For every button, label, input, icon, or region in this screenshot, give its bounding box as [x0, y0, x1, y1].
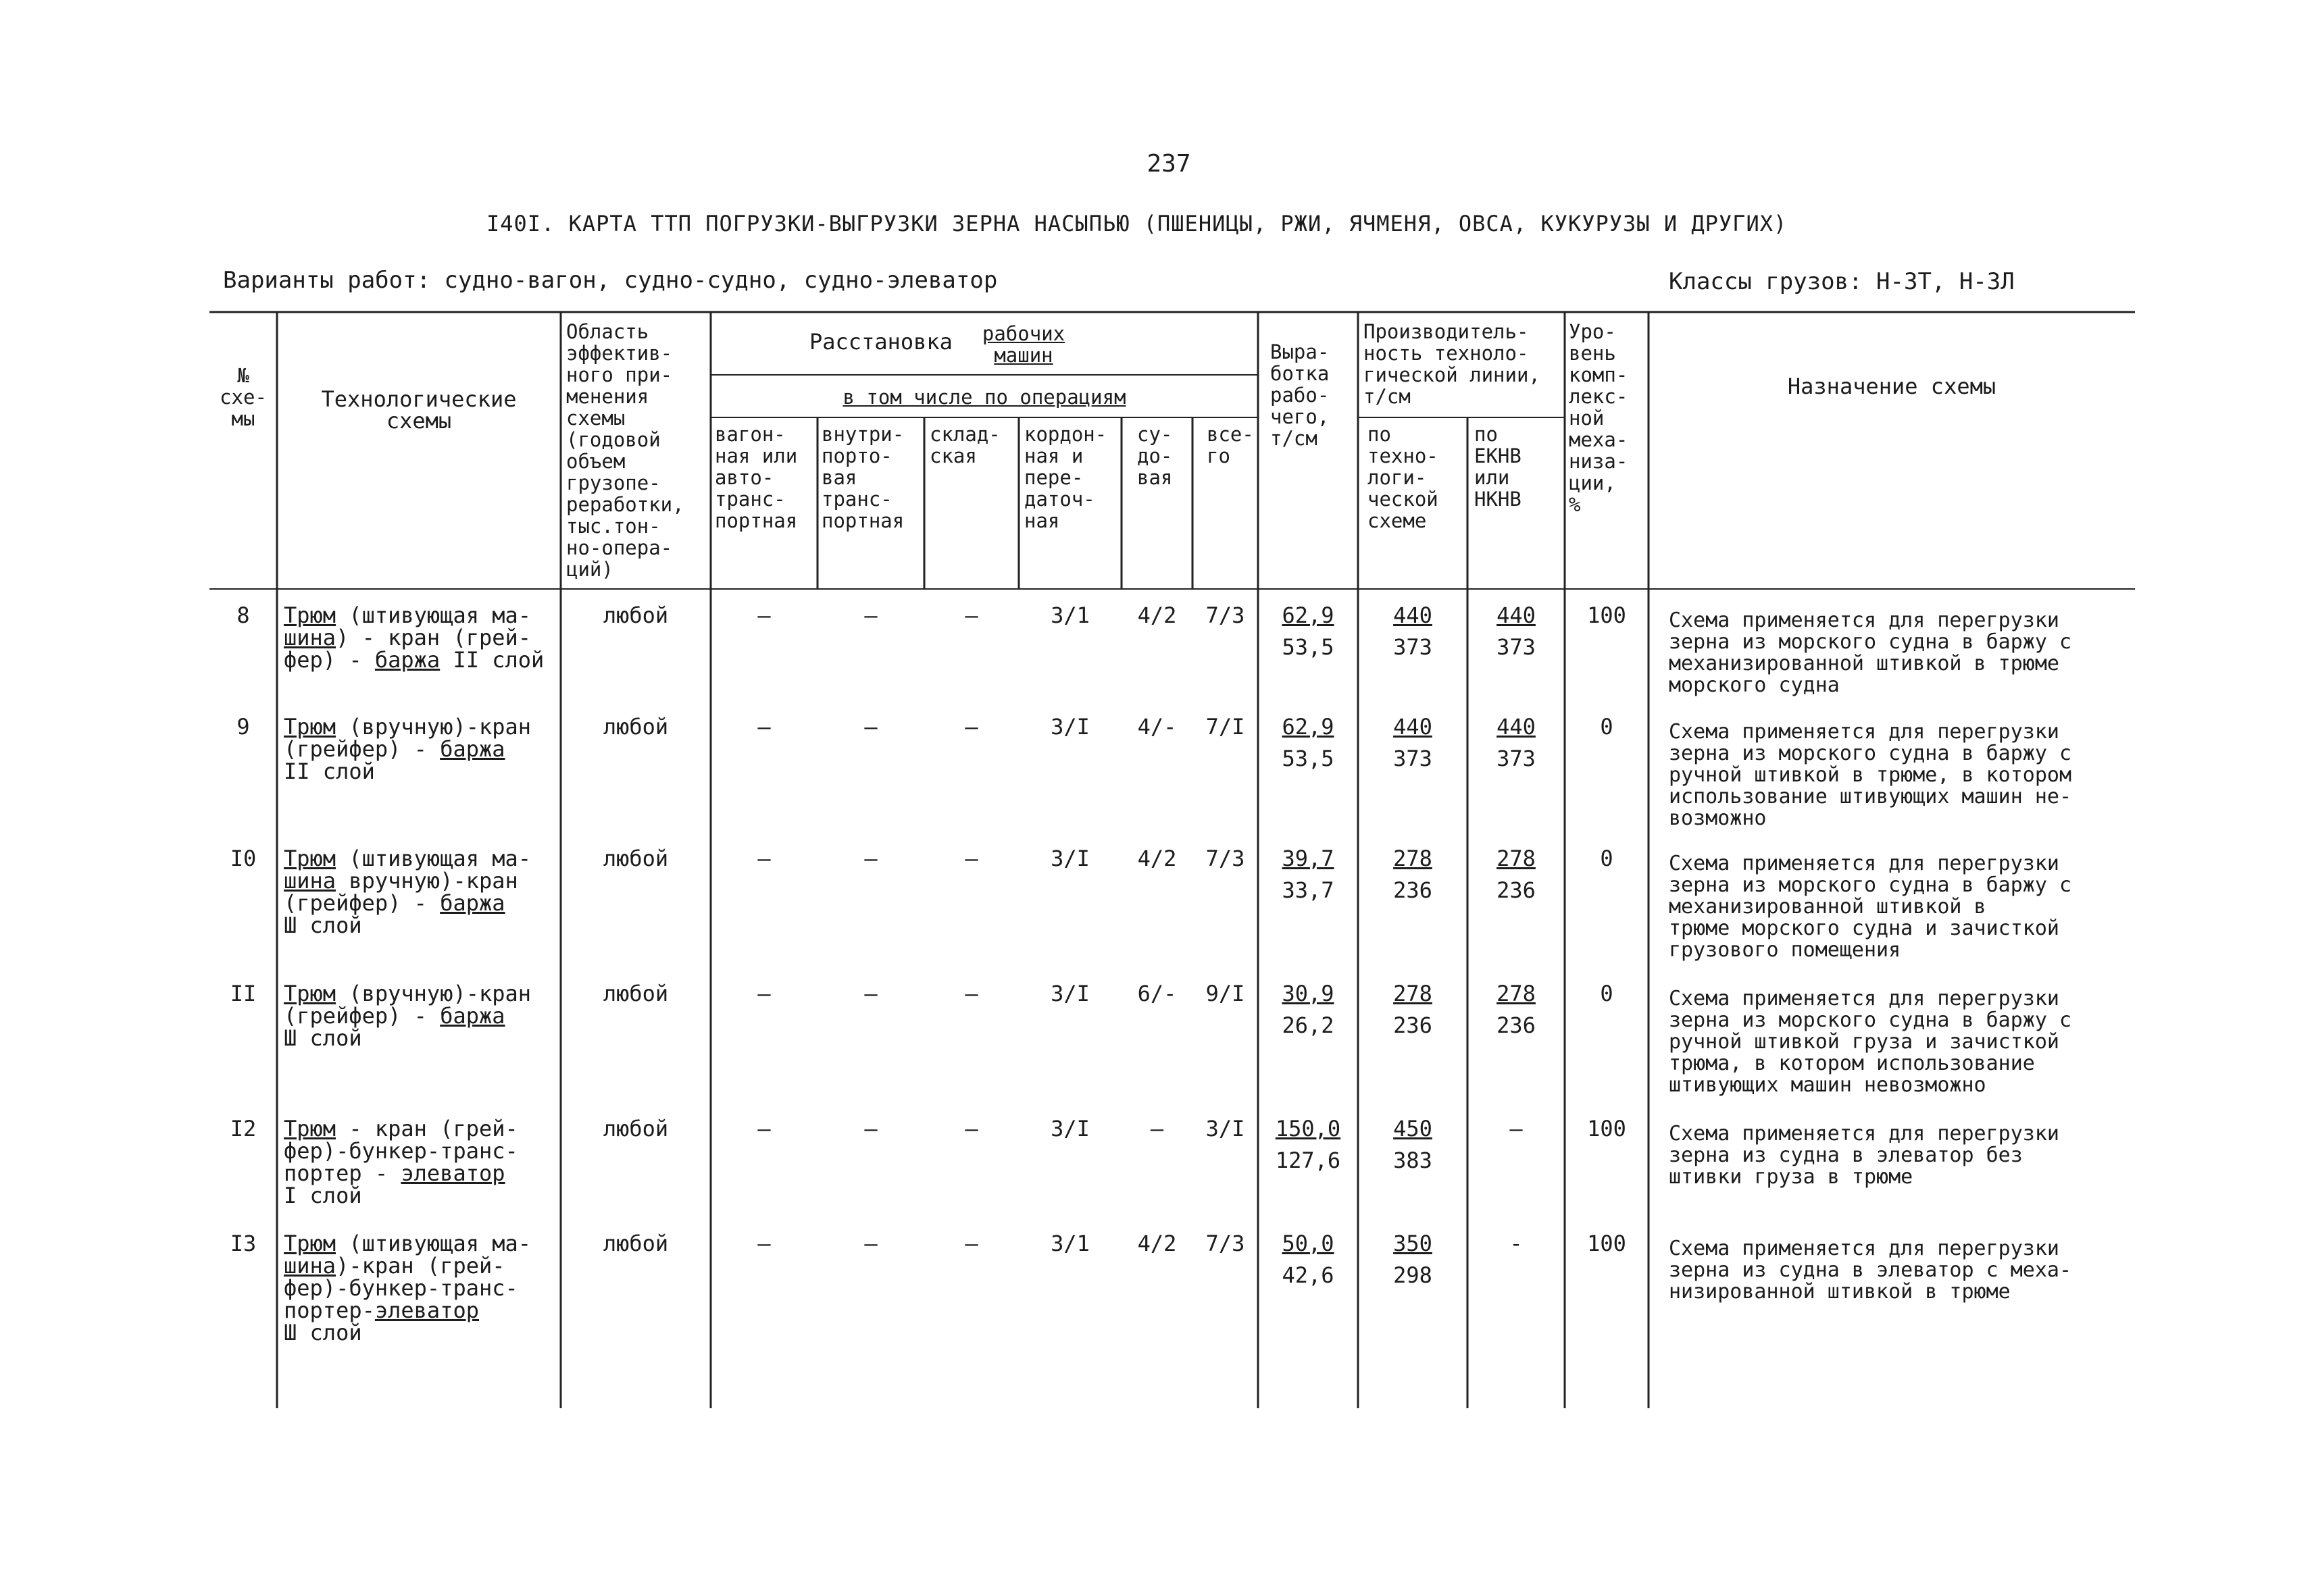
mechanization-level: 0	[1600, 714, 1613, 740]
worker-output-numerator: 30,9	[1282, 981, 1334, 1006]
tech-scheme-part: Трюм	[284, 602, 336, 628]
worker-output	[1258, 716, 1358, 770]
scheme-purpose: Схема применяется для перегрузки зерна из судна в элеватор без штивки груза в трюме	[1669, 1122, 2059, 1189]
productivity-by-norms-denominator: 373	[1496, 634, 1536, 660]
productivity-by-norms-numerator: 278	[1496, 981, 1536, 1006]
productivity-by-norms	[1467, 716, 1565, 770]
worker-output-numerator: 150,0	[1275, 1116, 1341, 1141]
mechanization-level: 100	[1587, 1231, 1626, 1256]
tech-scheme-part: (штивующая ма-	[349, 846, 532, 871]
productivity-by-scheme	[1358, 604, 1467, 659]
productivity-by-norms	[1467, 983, 1565, 1037]
tech-scheme-part: баржа	[374, 647, 441, 673]
cargo-classes: Классы грузов: Н-ЗТ, Н-ЗЛ	[1669, 268, 2015, 295]
storage-machines: –	[965, 846, 978, 871]
productivity-by-norms-denominator: 373	[1496, 746, 1536, 771]
productivity-by-scheme-numerator: 278	[1393, 981, 1432, 1006]
storage-machines: –	[965, 981, 978, 1006]
productivity-by-norms: -	[1509, 1231, 1523, 1256]
tech-scheme-part: II слой	[440, 647, 545, 673]
cordon-machines: 3/1	[1051, 602, 1090, 628]
productivity-by-scheme	[1358, 716, 1467, 770]
tech-scheme	[284, 604, 557, 671]
header-wagon: вагон- ная или авто- транс- портная	[715, 423, 798, 532]
header-scheme-number: № схе- мы	[220, 364, 267, 430]
scheme-number: II	[230, 981, 257, 1006]
header-mechanization-level: Уро- вень комп- лекс- ной меха- низа- ции, %	[1569, 320, 1628, 516]
cordon-machines: 3/I	[1051, 714, 1090, 740]
storage-machines: –	[965, 1231, 978, 1256]
header-cordon: кордон- ная и пере- даточ- ная	[1024, 423, 1107, 532]
worker-output-denominator: 53,5	[1282, 634, 1334, 660]
document-title: I40I. КАРТА ТТП ПОГРУЗКИ-ВЫГРУЗКИ ЗЕРНА НАСЫПЬЮ (ПШЕНИЦЫ, РЖИ, ЯЧМЕНЯ, ОВСА, КУКУРУЗЫ И ДРУГИХ)	[486, 211, 1788, 236]
productivity-by-scheme-numerator: 450	[1393, 1116, 1432, 1141]
worker-output-denominator: 42,6	[1282, 1262, 1334, 1288]
work-variants: Варианты работ: судно-вагон, судно-судно, судно-элеватор	[223, 267, 998, 294]
header-storage: склад- ская	[930, 423, 1001, 467]
productivity-by-scheme-denominator: 236	[1393, 1012, 1432, 1038]
application-area: любой	[603, 714, 669, 740]
tech-scheme-part: Трюм	[284, 714, 336, 740]
total-machines: 7/3	[1205, 602, 1245, 628]
productivity-by-scheme	[1358, 848, 1467, 902]
tech-scheme-part: баржа	[440, 736, 505, 762]
header-purpose: Назначение схемы	[1787, 374, 1996, 399]
mechanization-level: 0	[1600, 981, 1613, 1006]
worker-output-denominator: 53,5	[1282, 746, 1334, 771]
ship-machines: 6/-	[1137, 981, 1177, 1006]
tech-scheme-part: шина	[284, 868, 336, 894]
productivity-by-scheme	[1358, 1118, 1467, 1172]
worker-output	[1258, 848, 1358, 902]
header-productivity: Производитель- ность техноло- гической линии, т/см	[1363, 320, 1540, 408]
tech-scheme-part: шина	[284, 1253, 336, 1279]
wagon-machines: –	[757, 981, 771, 1006]
scheme-purpose: Схема применяется для перегрузки зерна из морского судна в баржу с механизированной штивкой в трюме морского судна	[1669, 609, 2072, 697]
tech-scheme-part: (вручную)-кран (грейфер) -	[284, 981, 532, 1029]
header-tech-schemes: Технологические схемы	[321, 386, 517, 434]
cordon-machines: 3/I	[1051, 981, 1090, 1006]
tech-scheme-part: Трюм	[284, 1231, 336, 1256]
productivity-by-norms-denominator: 236	[1496, 1012, 1536, 1038]
application-area: любой	[603, 602, 669, 628]
productivity-by-scheme	[1358, 983, 1467, 1037]
internal-machines: –	[864, 981, 878, 1006]
application-area: любой	[603, 1231, 669, 1256]
header-by-tech-scheme: по техно- логи- ческой схеме	[1367, 423, 1438, 532]
productivity-by-scheme-denominator: 298	[1393, 1262, 1432, 1288]
tech-scheme-part: I слой	[284, 1183, 362, 1208]
productivity-by-scheme-denominator: 373	[1393, 746, 1432, 771]
header-by-operations: в том числе по операциям	[842, 386, 1126, 409]
tech-scheme-part: баржа	[440, 1003, 505, 1029]
productivity-by-norms-numerator: 440	[1496, 714, 1536, 740]
storage-machines: –	[965, 1116, 978, 1141]
application-area: любой	[603, 846, 669, 871]
application-area: любой	[603, 1116, 669, 1141]
storage-machines: –	[965, 602, 978, 628]
cordon-machines: 3/I	[1051, 1116, 1090, 1141]
wagon-machines: –	[757, 1231, 771, 1256]
productivity-by-scheme-denominator: 236	[1393, 877, 1432, 903]
tech-scheme-part: )-кран (грей- фер)-бункер-транс- портер-	[284, 1253, 518, 1323]
ship-machines: 4/-	[1137, 714, 1177, 740]
ship-machines: 4/2	[1137, 846, 1177, 871]
productivity-by-scheme-numerator: 440	[1393, 602, 1432, 628]
tech-scheme-part: Ш слой	[284, 1320, 362, 1345]
header-by-norms: по ЕКНВ или НКНВ	[1474, 423, 1521, 511]
productivity-by-scheme-numerator: 440	[1393, 714, 1432, 740]
wagon-machines: –	[757, 1116, 771, 1141]
productivity-by-norms-numerator: 278	[1496, 846, 1536, 871]
tech-scheme-part: II слой	[284, 758, 375, 784]
tech-scheme-part: вручную)-кран (грейфер) -	[284, 868, 518, 916]
internal-machines: –	[864, 602, 878, 628]
scheme-purpose: Схема применяется для перегрузки зерна из морского судна в баржу с ручной штивкой груза и зачисткой трюма, в котором использование штивующих машин невозможно	[1669, 987, 2072, 1097]
total-machines: 9/I	[1205, 981, 1245, 1006]
tech-scheme-part: - кран (грей- фер)-бункер-транс- портер -	[284, 1116, 518, 1186]
tech-scheme	[284, 1118, 557, 1207]
productivity-by-scheme-numerator: 278	[1393, 846, 1432, 871]
productivity-by-scheme-numerator: 350	[1393, 1231, 1432, 1256]
productivity-by-norms	[1467, 848, 1565, 902]
mechanization-level: 0	[1600, 846, 1613, 871]
tech-scheme	[284, 983, 557, 1050]
tech-scheme-part: элеватор	[401, 1160, 505, 1186]
total-machines: 7/3	[1205, 846, 1245, 871]
application-area: любой	[603, 981, 669, 1006]
scheme-number: I0	[230, 846, 257, 871]
scheme-number: 8	[236, 602, 250, 628]
scheme-number: I2	[230, 1116, 257, 1141]
cordon-machines: 3/I	[1051, 846, 1090, 871]
worker-output	[1258, 1118, 1358, 1172]
tech-scheme-part: Трюм	[284, 1116, 336, 1141]
worker-output-denominator: 127,6	[1275, 1148, 1341, 1173]
mechanization-level: 100	[1587, 602, 1626, 628]
header-application-area: Область эффектив- ного при- менения схемы (годовой объем грузопе- реработки, тыс.тон- но-опера- ций)	[566, 320, 684, 581]
tech-scheme-part: (штивующая ма-	[349, 602, 532, 628]
internal-machines: –	[864, 1116, 878, 1141]
worker-output-denominator: 33,7	[1282, 877, 1334, 903]
worker-output-numerator: 50,0	[1282, 1231, 1334, 1256]
ship-machines: 4/2	[1137, 602, 1177, 628]
worker-output	[1258, 983, 1358, 1037]
productivity-by-scheme	[1358, 1233, 1467, 1287]
total-machines: 7/3	[1205, 1231, 1245, 1256]
worker-output-numerator: 62,9	[1282, 602, 1334, 628]
header-placement: Расстановка	[809, 329, 953, 355]
tech-scheme-part: (штивующая ма-	[349, 1231, 532, 1256]
internal-machines: –	[864, 846, 878, 871]
productivity-by-scheme-denominator: 383	[1393, 1148, 1432, 1173]
tech-scheme-part: (вручную)-кран (грейфер) -	[284, 714, 532, 762]
tech-scheme-part: Трюм	[284, 846, 336, 871]
tech-scheme	[284, 716, 557, 783]
scheme-purpose: Схема применяется для перегрузки зерна из морского судна в баржу с механизированной штивкой в трюме морского судна и зачисткой грузового помещения	[1669, 852, 2072, 962]
productivity-by-norms: –	[1509, 1116, 1523, 1141]
header-placement-machines: рабочих машин	[982, 322, 1065, 367]
tech-scheme-part: шина	[284, 625, 336, 650]
page-number: 237	[1147, 150, 1191, 178]
worker-output-numerator: 39,7	[1282, 846, 1334, 871]
tech-scheme-part: Ш слой	[284, 1025, 362, 1051]
mechanization-level: 100	[1587, 1116, 1626, 1141]
tech-scheme	[284, 848, 557, 937]
tech-scheme-part: Ш слой	[284, 912, 362, 938]
storage-machines: –	[965, 714, 978, 740]
internal-machines: –	[864, 714, 878, 740]
tech-scheme	[284, 1233, 557, 1344]
tech-scheme-part: ) - кран (грей- фер) -	[284, 625, 532, 673]
header-total: все- го	[1207, 423, 1254, 467]
wagon-machines: –	[757, 714, 771, 740]
ship-machines: 4/2	[1137, 1231, 1177, 1256]
scheme-purpose: Схема применяется для перегрузки зерна из судна в элеватор с меха- низированной штивкой в трюме	[1669, 1237, 2072, 1304]
header-ship: су- до- вая	[1137, 423, 1173, 489]
total-machines: 3/I	[1205, 1116, 1245, 1141]
wagon-machines: –	[757, 846, 771, 871]
header-internal: внутри- порто- вая транс- портная	[822, 423, 905, 532]
scheme-number: I3	[230, 1231, 257, 1256]
productivity-by-norms-numerator: 440	[1496, 602, 1536, 628]
productivity-by-scheme-denominator: 373	[1393, 634, 1432, 660]
tech-scheme-part: Трюм	[284, 981, 336, 1006]
scheme-number: 9	[236, 714, 250, 740]
tech-scheme-part: баржа	[440, 890, 505, 916]
header-output: Выра- ботка рабо- чего, т/см	[1270, 340, 1330, 450]
worker-output-denominator: 26,2	[1282, 1012, 1334, 1038]
cordon-machines: 3/1	[1051, 1231, 1090, 1256]
productivity-by-norms	[1467, 604, 1565, 659]
productivity-by-norms-denominator: 236	[1496, 877, 1536, 903]
internal-machines: –	[864, 1231, 878, 1256]
tech-scheme-part: элеватор	[374, 1297, 479, 1323]
worker-output-numerator: 62,9	[1282, 714, 1334, 740]
worker-output	[1258, 604, 1358, 659]
scheme-purpose: Схема применяется для перегрузки зерна из морского судна в баржу с ручной штивкой в трюме, в котором использование штивующих машин не- возможно	[1669, 720, 2072, 830]
ship-machines: –	[1150, 1116, 1164, 1141]
wagon-machines: –	[757, 602, 771, 628]
total-machines: 7/I	[1205, 714, 1245, 740]
worker-output	[1258, 1233, 1358, 1287]
